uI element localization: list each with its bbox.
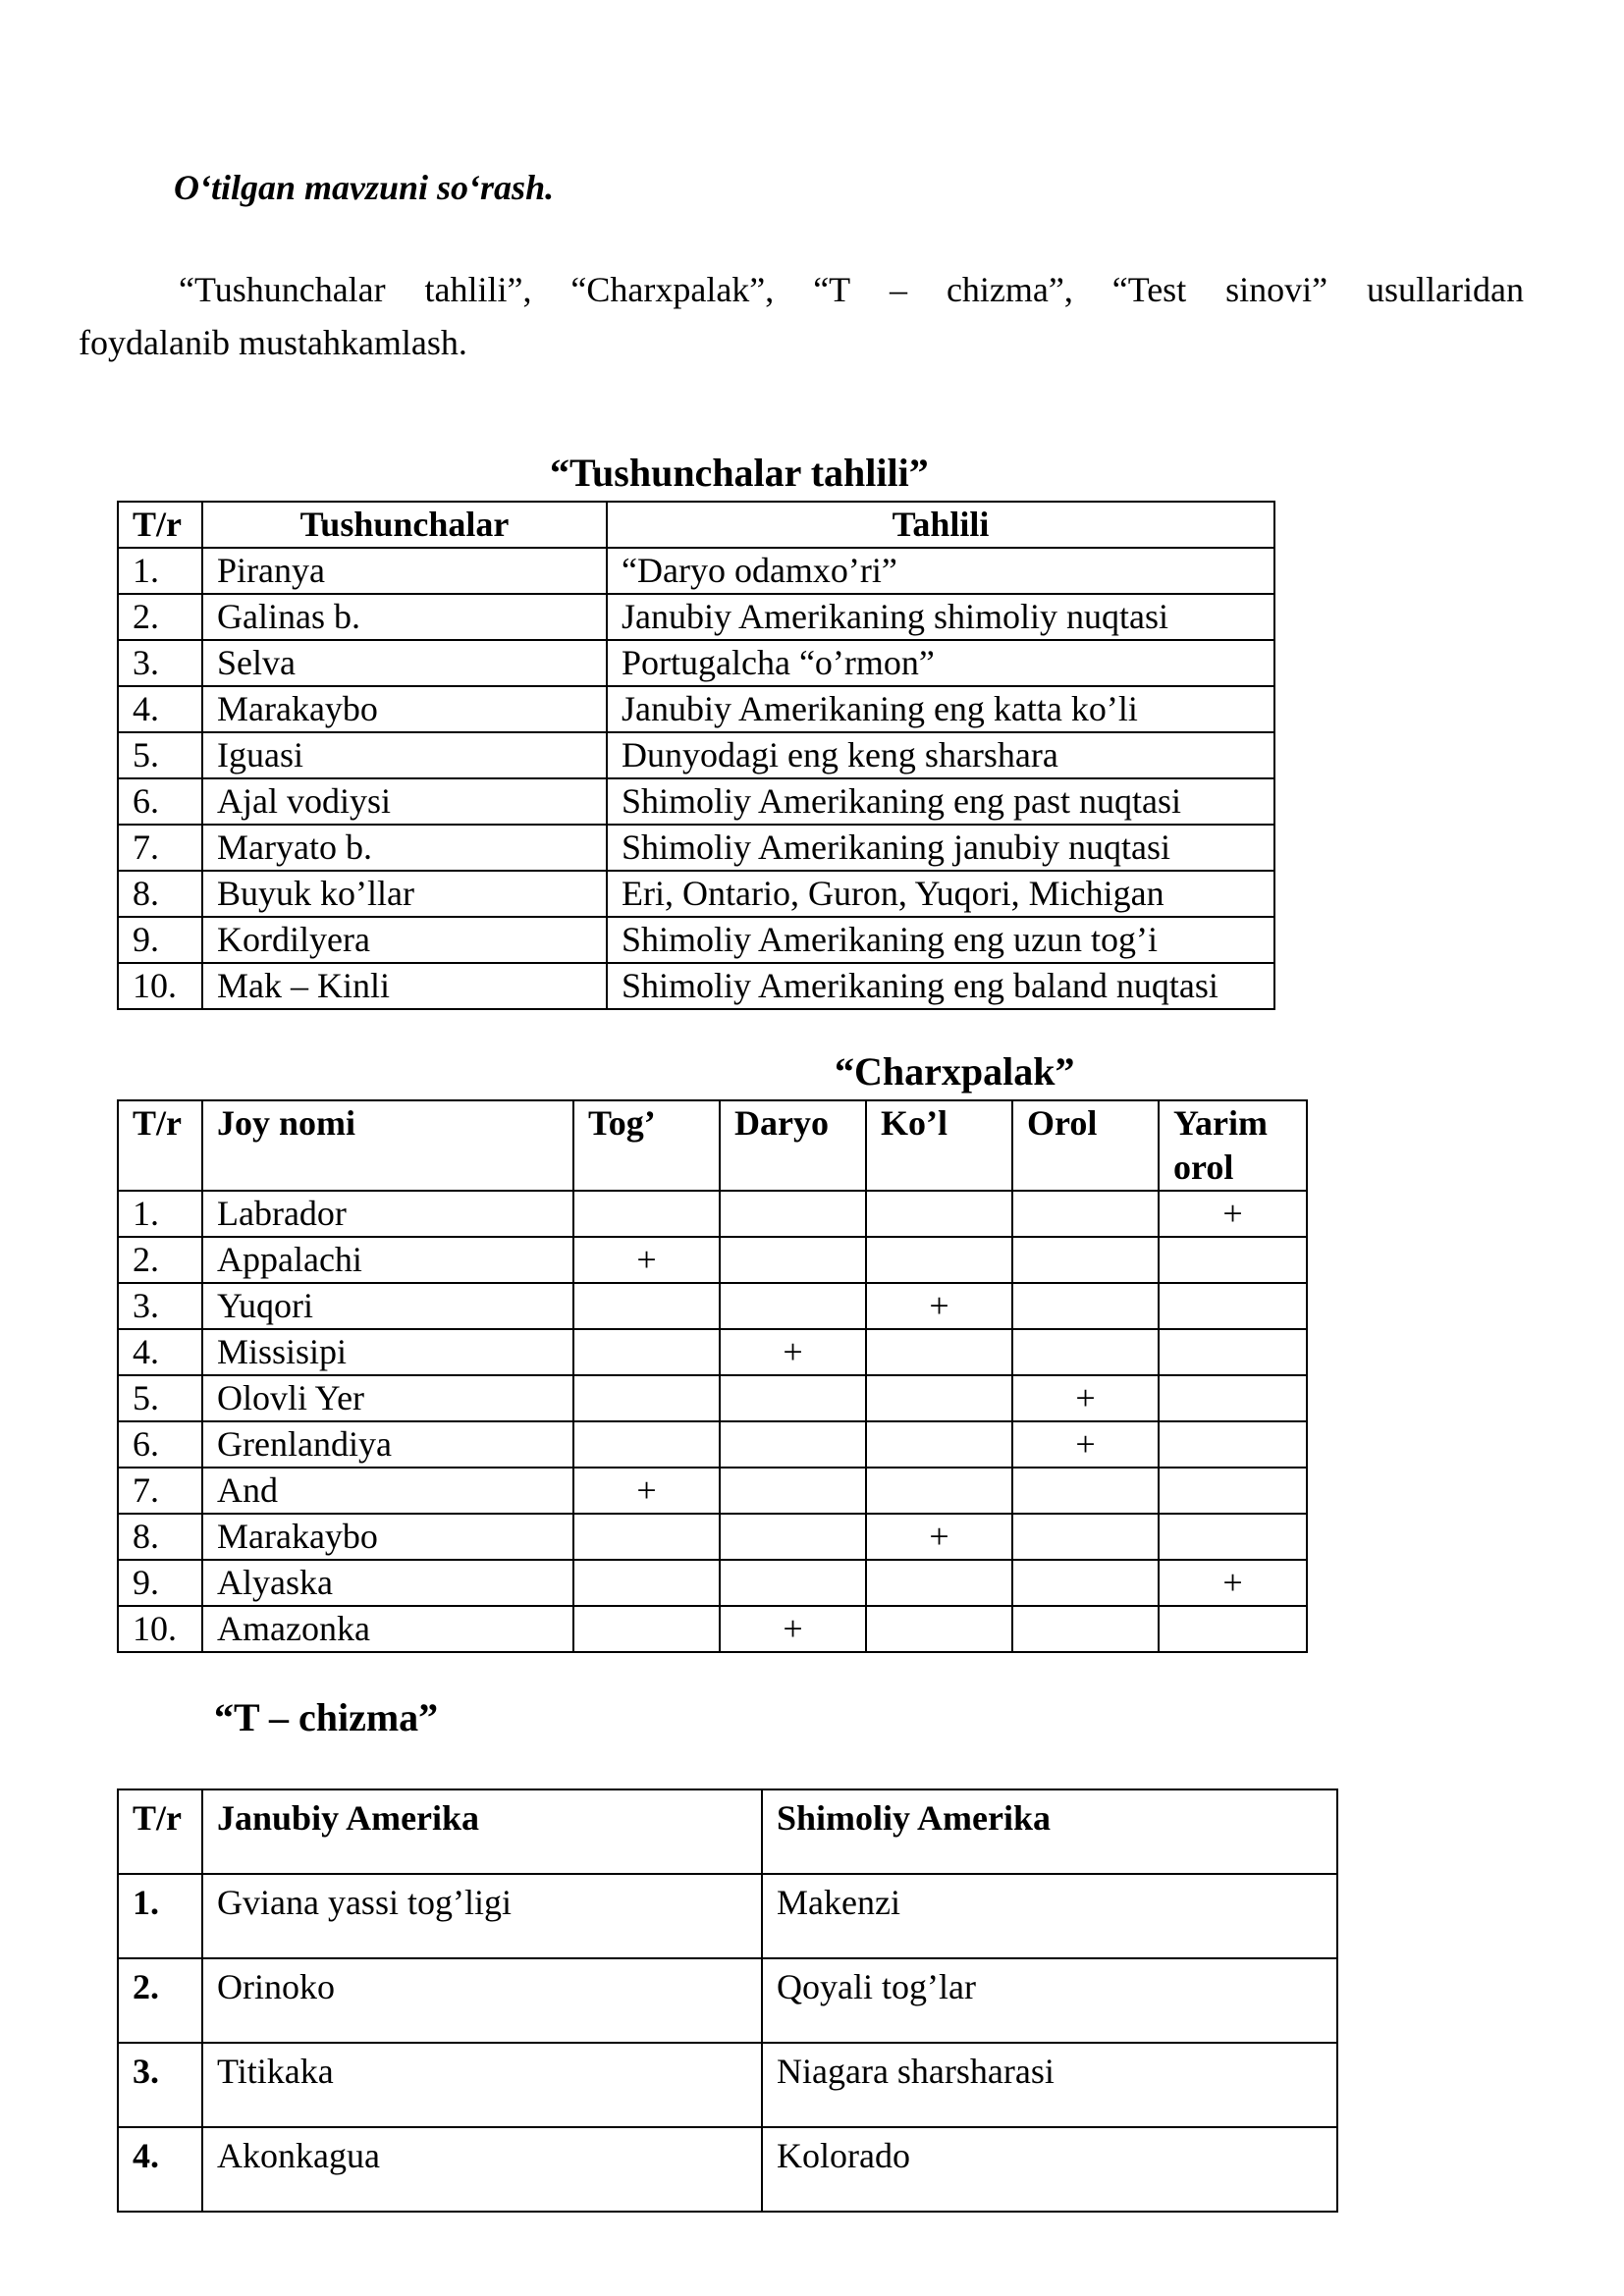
row-number-cell: 5. <box>118 732 202 778</box>
table-cell: Ajal vodiysi <box>202 778 607 825</box>
table-cell <box>1012 1283 1159 1329</box>
table-row <box>118 1329 1307 1375</box>
intro-line-1 <box>79 263 1524 316</box>
table-cell: Kordilyera <box>202 917 607 963</box>
table-cell: Niagara sharsharasi <box>762 2043 1337 2127</box>
table-cell <box>866 1421 1012 1468</box>
table-cell: Makenzi <box>762 1874 1337 1958</box>
table-cell <box>1159 1514 1307 1560</box>
table-cell <box>1159 1421 1307 1468</box>
table-row <box>118 1514 1307 1560</box>
table-cell: Grenlandiya <box>202 1421 573 1468</box>
table-row <box>118 2127 1337 2212</box>
table-cell: Piranya <box>202 548 607 594</box>
table-cell: Yuqori <box>202 1283 573 1329</box>
column-header: Orol <box>1012 1100 1159 1191</box>
table-cell <box>573 1283 720 1329</box>
table-row <box>118 963 1274 1009</box>
concepts-table <box>117 501 1275 1010</box>
table-row <box>118 1606 1307 1652</box>
table-cell: + <box>1012 1421 1159 1468</box>
column-header: Tushunchalar <box>202 502 607 548</box>
lesson-step-heading: O‘tilgan mavzuni so‘rash. <box>174 168 555 207</box>
intro-word: tahlili”, <box>424 270 532 309</box>
table-row <box>118 871 1274 917</box>
intro-word: – <box>890 270 908 309</box>
table-row <box>118 1191 1307 1237</box>
table-row <box>118 1375 1307 1421</box>
row-number-cell: 2. <box>118 1237 202 1283</box>
table-cell: Missisipi <box>202 1329 573 1375</box>
intro-word: “Charxpalak”, <box>570 270 775 309</box>
table-row <box>118 778 1274 825</box>
table-cell: Marakaybo <box>202 1514 573 1560</box>
table2-title: “Charxpalak” <box>835 1049 1075 1094</box>
table-cell: Galinas b. <box>202 594 607 640</box>
intro-word: usullaridan <box>1366 270 1524 309</box>
column-header: Shimoliy Amerika <box>762 1789 1337 1874</box>
row-number-cell: 10. <box>118 1606 202 1652</box>
table-cell <box>1012 1329 1159 1375</box>
row-number-cell: 5. <box>118 1375 202 1421</box>
table-row <box>118 2043 1337 2127</box>
row-number-cell: 3. <box>118 1283 202 1329</box>
table-row <box>118 732 1274 778</box>
table-row <box>118 686 1274 732</box>
row-number-cell: 4. <box>118 686 202 732</box>
table-row <box>118 548 1274 594</box>
table-cell <box>866 1329 1012 1375</box>
table-cell <box>866 1560 1012 1606</box>
row-number-cell: 7. <box>118 825 202 871</box>
table-cell: Titikaka <box>202 2043 762 2127</box>
column-header: T/r <box>118 502 202 548</box>
table-cell: + <box>866 1283 1012 1329</box>
column-header: Ko’l <box>866 1100 1012 1191</box>
column-header: T/r <box>118 1100 202 1191</box>
intro-line-2: foydalanib mustahkamlash. <box>79 323 467 362</box>
table-row <box>118 1421 1307 1468</box>
row-number-cell: 1. <box>118 548 202 594</box>
row-number-cell: 6. <box>118 1421 202 1468</box>
table-cell: Kolorado <box>762 2127 1337 2212</box>
table-cell: + <box>573 1237 720 1283</box>
table-cell: Selva <box>202 640 607 686</box>
charxpalak-table <box>117 1099 1308 1653</box>
table-cell <box>720 1237 866 1283</box>
table-cell: + <box>1159 1191 1307 1237</box>
table-cell: Appalachi <box>202 1237 573 1283</box>
table-header-row <box>118 502 1274 548</box>
table-cell <box>1012 1468 1159 1514</box>
table-row <box>118 1237 1307 1283</box>
table-cell: Akonkagua <box>202 2127 762 2212</box>
row-number-cell: 9. <box>118 917 202 963</box>
row-number-cell: 9. <box>118 1560 202 1606</box>
table3-title: “T – chizma” <box>214 1695 439 1739</box>
table-cell <box>866 1606 1012 1652</box>
table-cell: Amazonka <box>202 1606 573 1652</box>
column-header: Daryo <box>720 1100 866 1191</box>
table-row <box>118 640 1274 686</box>
table-cell: Marakaybo <box>202 686 607 732</box>
table-cell: Portugalcha “o’rmon” <box>607 640 1274 686</box>
table-cell: + <box>866 1514 1012 1560</box>
table-row <box>118 1874 1337 1958</box>
table-cell <box>720 1375 866 1421</box>
table-cell <box>573 1421 720 1468</box>
row-number-cell: 6. <box>118 778 202 825</box>
table-cell <box>866 1237 1012 1283</box>
table-cell: Gviana yassi tog’ligi <box>202 1874 762 1958</box>
table-cell: Mak – Kinli <box>202 963 607 1009</box>
row-number-cell: 3. <box>118 2043 202 2127</box>
table-cell <box>720 1514 866 1560</box>
table-cell: Maryato b. <box>202 825 607 871</box>
table-cell: Labrador <box>202 1191 573 1237</box>
table-row <box>118 1468 1307 1514</box>
table-cell <box>1012 1514 1159 1560</box>
table-cell <box>720 1191 866 1237</box>
table-cell: Shimoliy Amerikaning eng baland nuqtasi <box>607 963 1274 1009</box>
table-cell: + <box>720 1329 866 1375</box>
table-cell <box>866 1191 1012 1237</box>
table-cell <box>720 1283 866 1329</box>
column-header: Joy nomi <box>202 1100 573 1191</box>
table-cell <box>573 1329 720 1375</box>
table-row <box>118 917 1274 963</box>
table-row <box>118 825 1274 871</box>
row-number-cell: 1. <box>118 1191 202 1237</box>
table-row <box>118 1283 1307 1329</box>
table-cell: + <box>1159 1560 1307 1606</box>
table-cell <box>720 1421 866 1468</box>
table-cell <box>720 1468 866 1514</box>
table-cell <box>1159 1468 1307 1514</box>
table-cell: Shimoliy Amerikaning eng uzun tog’i <box>607 917 1274 963</box>
row-number-cell: 2. <box>118 1958 202 2043</box>
row-number-cell: 10. <box>118 963 202 1009</box>
table-cell: And <box>202 1468 573 1514</box>
table-row <box>118 1560 1307 1606</box>
intro-word: “T <box>813 270 851 309</box>
table-cell <box>1012 1191 1159 1237</box>
table-cell <box>573 1514 720 1560</box>
row-number-cell: 1. <box>118 1874 202 1958</box>
t-chizma-table <box>117 1789 1338 2213</box>
table-cell: + <box>1012 1375 1159 1421</box>
table-cell <box>866 1468 1012 1514</box>
table-cell: + <box>573 1468 720 1514</box>
table-cell: Janubiy Amerikaning eng katta ko’li <box>607 686 1274 732</box>
table-cell: Olovli Yer <box>202 1375 573 1421</box>
row-number-cell: 4. <box>118 1329 202 1375</box>
column-header: T/r <box>118 1789 202 1874</box>
table-cell <box>573 1560 720 1606</box>
column-header: Tog’ <box>573 1100 720 1191</box>
table-cell <box>1012 1606 1159 1652</box>
table-cell <box>866 1375 1012 1421</box>
column-header: Yarim orol <box>1159 1100 1307 1191</box>
row-number-cell: 8. <box>118 1514 202 1560</box>
table-cell: Alyaska <box>202 1560 573 1606</box>
intro-paragraph <box>79 263 1524 369</box>
table-cell: “Daryo odamxo’ri” <box>607 548 1274 594</box>
table-cell <box>1159 1283 1307 1329</box>
table-row <box>118 1958 1337 2043</box>
intro-word: sinovi” <box>1225 270 1328 309</box>
table-cell: Shimoliy Amerikaning janubiy nuqtasi <box>607 825 1274 871</box>
table-cell: Eri, Ontario, Guron, Yuqori, Michigan <box>607 871 1274 917</box>
table-cell: Buyuk ko’llar <box>202 871 607 917</box>
table-cell <box>1159 1375 1307 1421</box>
table-cell <box>1012 1560 1159 1606</box>
table-cell <box>573 1375 720 1421</box>
column-header: Tahlili <box>607 502 1274 548</box>
row-number-cell: 3. <box>118 640 202 686</box>
table-cell <box>573 1606 720 1652</box>
table-cell: Iguasi <box>202 732 607 778</box>
table-cell: Janubiy Amerikaning shimoliy nuqtasi <box>607 594 1274 640</box>
table-cell: Qoyali tog’lar <box>762 1958 1337 2043</box>
row-number-cell: 8. <box>118 871 202 917</box>
table-cell: Orinoko <box>202 1958 762 2043</box>
table-header-row <box>118 1789 1337 1874</box>
table-header-row <box>118 1100 1307 1191</box>
table-cell <box>720 1560 866 1606</box>
intro-word: chizma”, <box>946 270 1073 309</box>
row-number-cell: 2. <box>118 594 202 640</box>
table-cell <box>1159 1329 1307 1375</box>
table1-title: “Tushunchalar tahlili” <box>550 451 929 495</box>
table-cell <box>573 1191 720 1237</box>
table-cell <box>1159 1237 1307 1283</box>
table-row <box>118 594 1274 640</box>
row-number-cell: 7. <box>118 1468 202 1514</box>
table-cell <box>1159 1606 1307 1652</box>
table-cell: Shimoliy Amerikaning eng past nuqtasi <box>607 778 1274 825</box>
row-number-cell: 4. <box>118 2127 202 2212</box>
column-header: Janubiy Amerika <box>202 1789 762 1874</box>
table-cell: + <box>720 1606 866 1652</box>
intro-word: “Tushunchalar <box>179 270 386 309</box>
table-cell: Dunyodagi eng keng sharshara <box>607 732 1274 778</box>
intro-word: “Test <box>1111 270 1187 309</box>
table-cell <box>1012 1237 1159 1283</box>
